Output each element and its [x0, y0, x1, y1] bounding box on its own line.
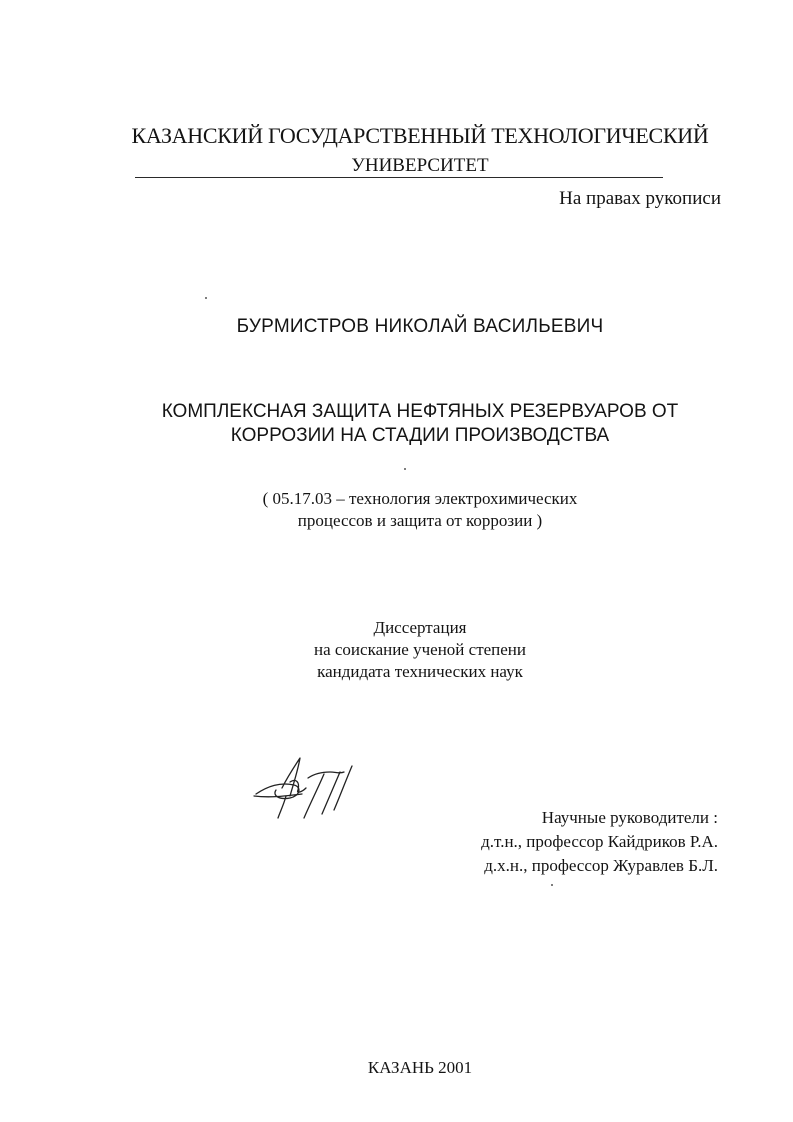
- specialty-code: [100, 488, 740, 532]
- dissertation-title: [100, 400, 740, 448]
- city-year: КАЗАНЬ 2001: [367, 1058, 473, 1077]
- degree-line2: на соискание ученой степени: [313, 640, 527, 659]
- scan-speck: [205, 297, 207, 299]
- specialty-line1: ( 05.17.03 – технология электрохимических: [262, 489, 578, 508]
- degree-line3: кандидата технических наук: [317, 662, 523, 681]
- university-name-line1: КАЗАНСКИЙ ГОСУДАРСТВЕННЫЙ ТЕХНОЛОГИЧЕСКИЙ: [131, 123, 709, 148]
- university-name-line2: УНИВЕРСИТЕТ: [351, 155, 489, 176]
- handwritten-signature: [250, 752, 365, 827]
- title-line2: КОРРОЗИИ НА СТАДИИ ПРОИЗВОДСТВА: [230, 425, 610, 446]
- supervisors-block: [481, 806, 718, 878]
- supervisor-2: д.х.н., профессор Журавлев Б.Л.: [484, 856, 718, 875]
- author-name: БУРМИСТРОВ НИКОЛАЙ ВАСИЛЬЕВИЧ: [236, 316, 604, 337]
- manuscript-note: На правах рукописи: [559, 188, 721, 209]
- degree-line1: Диссертация: [373, 618, 467, 637]
- specialty-line2: процессов и защита от коррозии ): [297, 511, 543, 530]
- title-line1: КОМПЛЕКСНАЯ ЗАЩИТА НЕФТЯНЫХ РЕЗЕРВУАРОВ ОТ: [161, 401, 679, 422]
- scan-speck: [404, 468, 406, 470]
- supervisors-heading: Научные руководители :: [541, 808, 718, 827]
- scan-speck: [551, 884, 553, 886]
- header-rule: [135, 177, 663, 178]
- supervisor-1: д.т.н., профессор Кайдриков Р.А.: [481, 832, 718, 851]
- degree-statement: [100, 617, 740, 683]
